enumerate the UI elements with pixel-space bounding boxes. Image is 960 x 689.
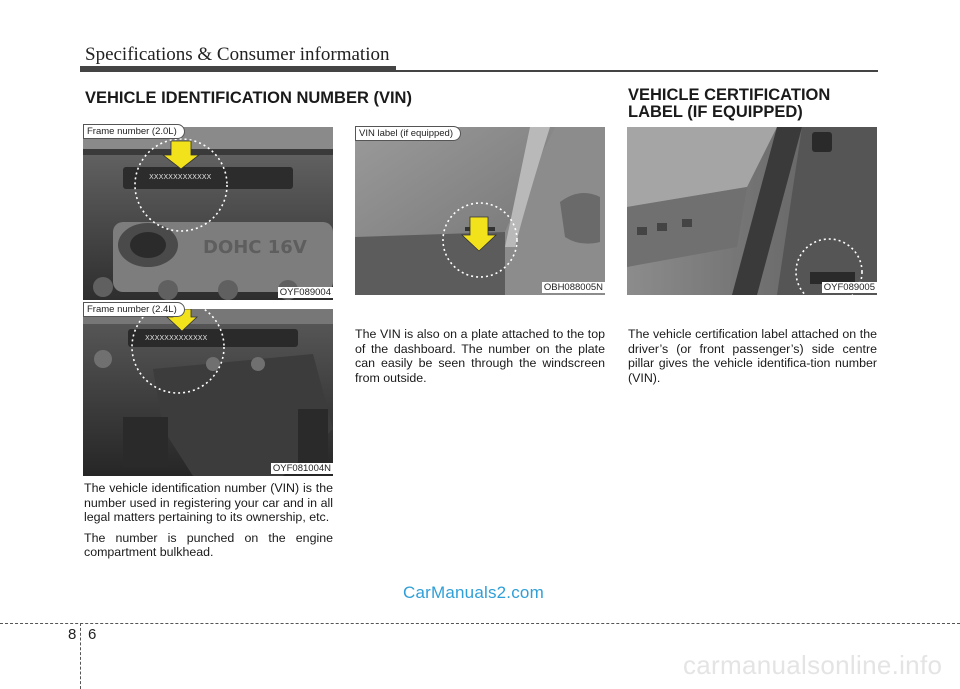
running-header: Specifications & Consumer information [85, 44, 390, 65]
figure-code: OYF089005 [823, 282, 875, 293]
footer-rule [0, 623, 960, 624]
site-watermark: carmanualsonline.info [683, 650, 943, 680]
figure-label: Frame number (2.4L) [83, 302, 185, 317]
column-2-text [355, 327, 605, 391]
engine-2-0l-illustration [83, 127, 333, 300]
header-rule-thin [396, 70, 878, 72]
frame-number-stamp: XXXXXXXXXXXXX [149, 173, 212, 181]
engine-cover-text: DOHC 16V [203, 237, 307, 258]
paragraph: The vehicle certification label attached on the driver’s (or front passenger’s) side centre pillar gives the vehicle identifica-tion number (VIN). [628, 327, 877, 385]
column-1-text [84, 481, 333, 566]
column-3-text [628, 327, 877, 391]
paragraph: The number is punched on the engine compartment bulkhead. [84, 530, 333, 560]
engine-2-4l-illustration [83, 309, 333, 476]
figure-label: VIN label (if equipped) [355, 126, 461, 141]
section-title-cert-line1: VEHICLE CERTIFICATION [628, 86, 831, 104]
header-rule-thick [80, 66, 396, 72]
frame-number-stamp: XXXXXXXXXXXXX [145, 334, 208, 342]
figure-code: OYF081004N [272, 463, 331, 474]
watermark-link[interactable]: CarManuals2.com [403, 583, 544, 602]
footer-divider [80, 623, 81, 689]
section-title-cert [628, 87, 830, 121]
door-pillar-illustration [627, 127, 877, 295]
page-number: 6 [88, 626, 97, 643]
figure-code: OBH088005N [543, 282, 603, 293]
section-title-vin: VEHICLE IDENTIFICATION NUMBER (VIN) [85, 89, 412, 107]
windscreen-illustration [355, 127, 605, 295]
figure-label: Frame number (2.0L) [83, 124, 185, 139]
figure-windscreen-vin [355, 127, 605, 295]
figure-engine-2-0l [83, 127, 333, 300]
paragraph: The vehicle identification number (VIN) is the number used in registering your car and in all legal matters pertaining to its ownership, etc. [84, 481, 333, 525]
figure-code: OYF089004 [279, 287, 331, 298]
section-title-cert-line2: LABEL (IF EQUIPPED) [628, 103, 803, 121]
figure-engine-2-4l [83, 309, 333, 476]
paragraph: The VIN is also on a plate attached to the top of the dashboard. The number on the plate can easily be seen through the windscreen from outside. [355, 327, 605, 385]
chapter-number: 8 [68, 626, 77, 643]
figure-door-pillar [627, 127, 877, 295]
